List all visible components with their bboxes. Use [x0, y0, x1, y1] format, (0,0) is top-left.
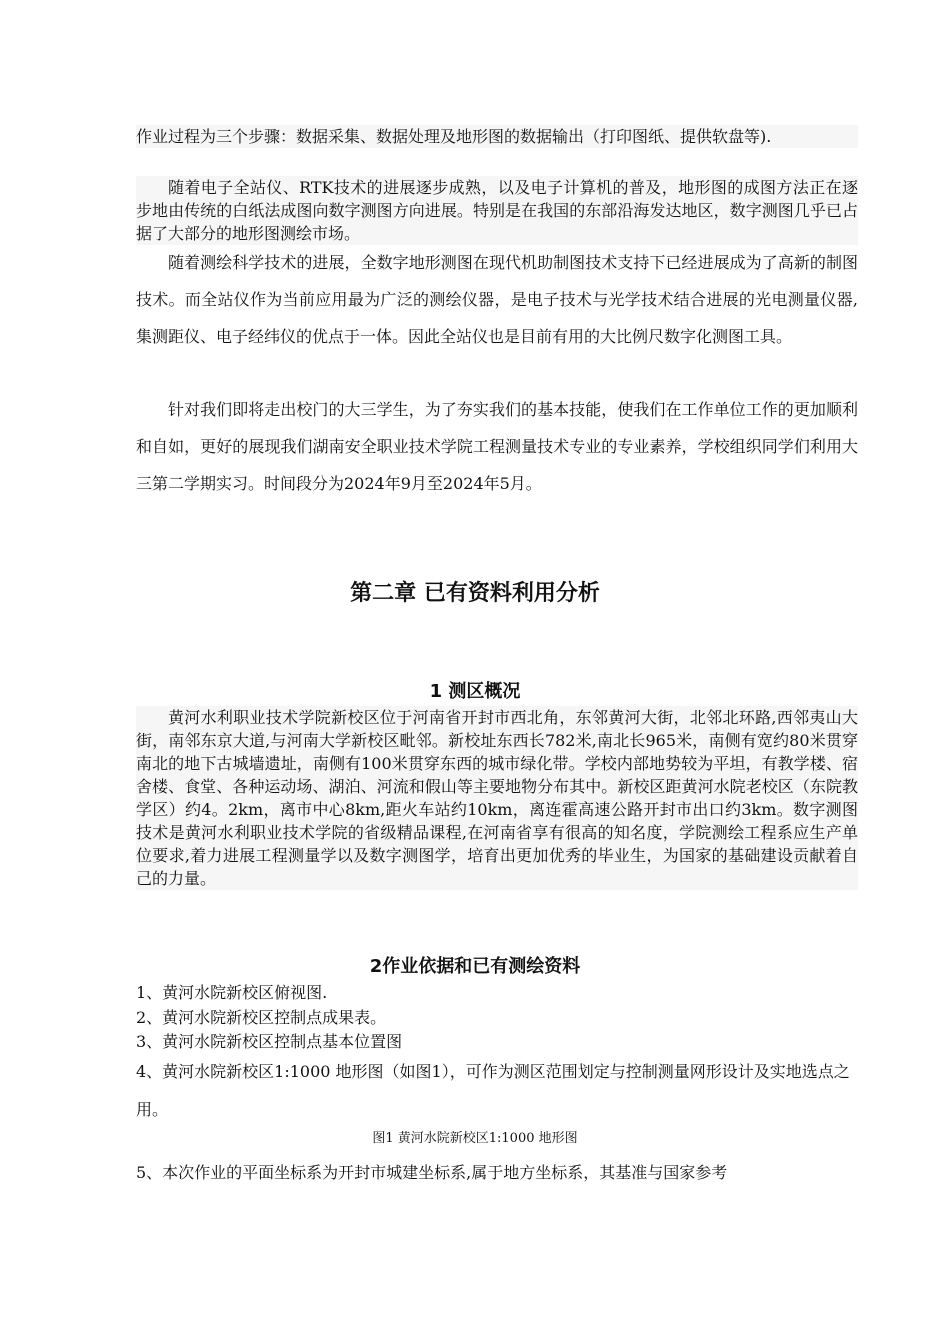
- list-item-5: 5、本次作业的平面坐标系为开封市城建坐标系,属于地方坐标系，其基准与国家参考: [136, 1163, 728, 1182]
- chapter-title: 第二章 已有资料利用分析: [350, 581, 600, 606]
- list-item-1: 1、黄河水院新校区俯视图.: [136, 983, 328, 1002]
- list-item-3: 3、黄河水院新校区控制点基本位置图: [136, 1032, 403, 1051]
- intro-paragraph-4: 针对我们即将走出校门的大三学生，为了夯实我们的基本技能，使我们在工作单位工作的更加顺利和自如，更好的展现我们湖南安全职业技术学院工程测量技术专业的专业素养，学校组织同学们利用大三第二学期实习。时间段分为2024年9月至2024年5月。: [136, 400, 858, 493]
- section-1-body: 黄河水利职业技术学院新校区位于河南省开封市西北角，东邻黄河大街，北邻北环路,西邻夷山大街，南邻东京大道,与河南大学新校区毗邻。新校址东西长782米,南北长965米，南侧有宽约80米贯穿南北的地下古城墙遗址，南侧有100米贯穿东西的城市绿化带。学校内部地势较为平坦，有教学楼、宿舍楼、食堂、各种运动场、湖泊、河流和假山等主要地物分布其中。新校区距黄河水院老校区（东院教学区）约4。2km，离市中心8km,距火车站约10km，离连霍高速公路开封市出口约3km。数字测图技术是黄河水利职业技术学院的省级精品课程,在河南省享有很高的知名度，学院测绘工程系应生产单位要求,着力进展工程测量学以及数字测图学，培育出更加优秀的毕业生，为国家的基础建设贡献着自己的力量。: [136, 708, 858, 888]
- list-item-2: 2、黄河水院新校区控制点成果表。: [136, 1008, 387, 1027]
- section-2-title: 2作业依据和已有测绘资料: [369, 956, 581, 977]
- section-1-title: 1 测区概况: [429, 681, 521, 702]
- intro-paragraph-1: 作业过程为三个步骤：数据采集、数据处理及地形图的数据输出（打印图纸、提供软盘等).: [136, 125, 858, 148]
- intro-paragraph-3: 随着测绘科学技术的进展，全数字地形测图在现代机助制图技术支持下已经进展成为了高新的制图技术。而全站仪作为当前应用最为广泛的测绘仪器，是电子技术与光学技术结合进展的光电测量仪器,集测距仪、电子经纬仪的优点于一体。因此全站仪也是目前有用的大比例尺数字化测图工具。: [136, 253, 858, 346]
- intro-paragraph-2: 随着电子全站仪、RTK技术的进展逐步成熟，以及电子计算机的普及，地形图的成图方法正在逐步地由传统的白纸法成图向数字测图方向进展。特别是在我国的东部沿海发达地区，数字测图几乎已占据了大部分的地形图测绘市场。: [136, 178, 858, 243]
- figure-caption: 图1 黄河水院新校区1:1000 地形图: [372, 1131, 578, 1146]
- list-item-4: 4、黄河水院新校区1:1000 地形图（如图1），可作为测区范围划定与控制测量网形设计及实地选点之用。: [136, 1062, 850, 1119]
